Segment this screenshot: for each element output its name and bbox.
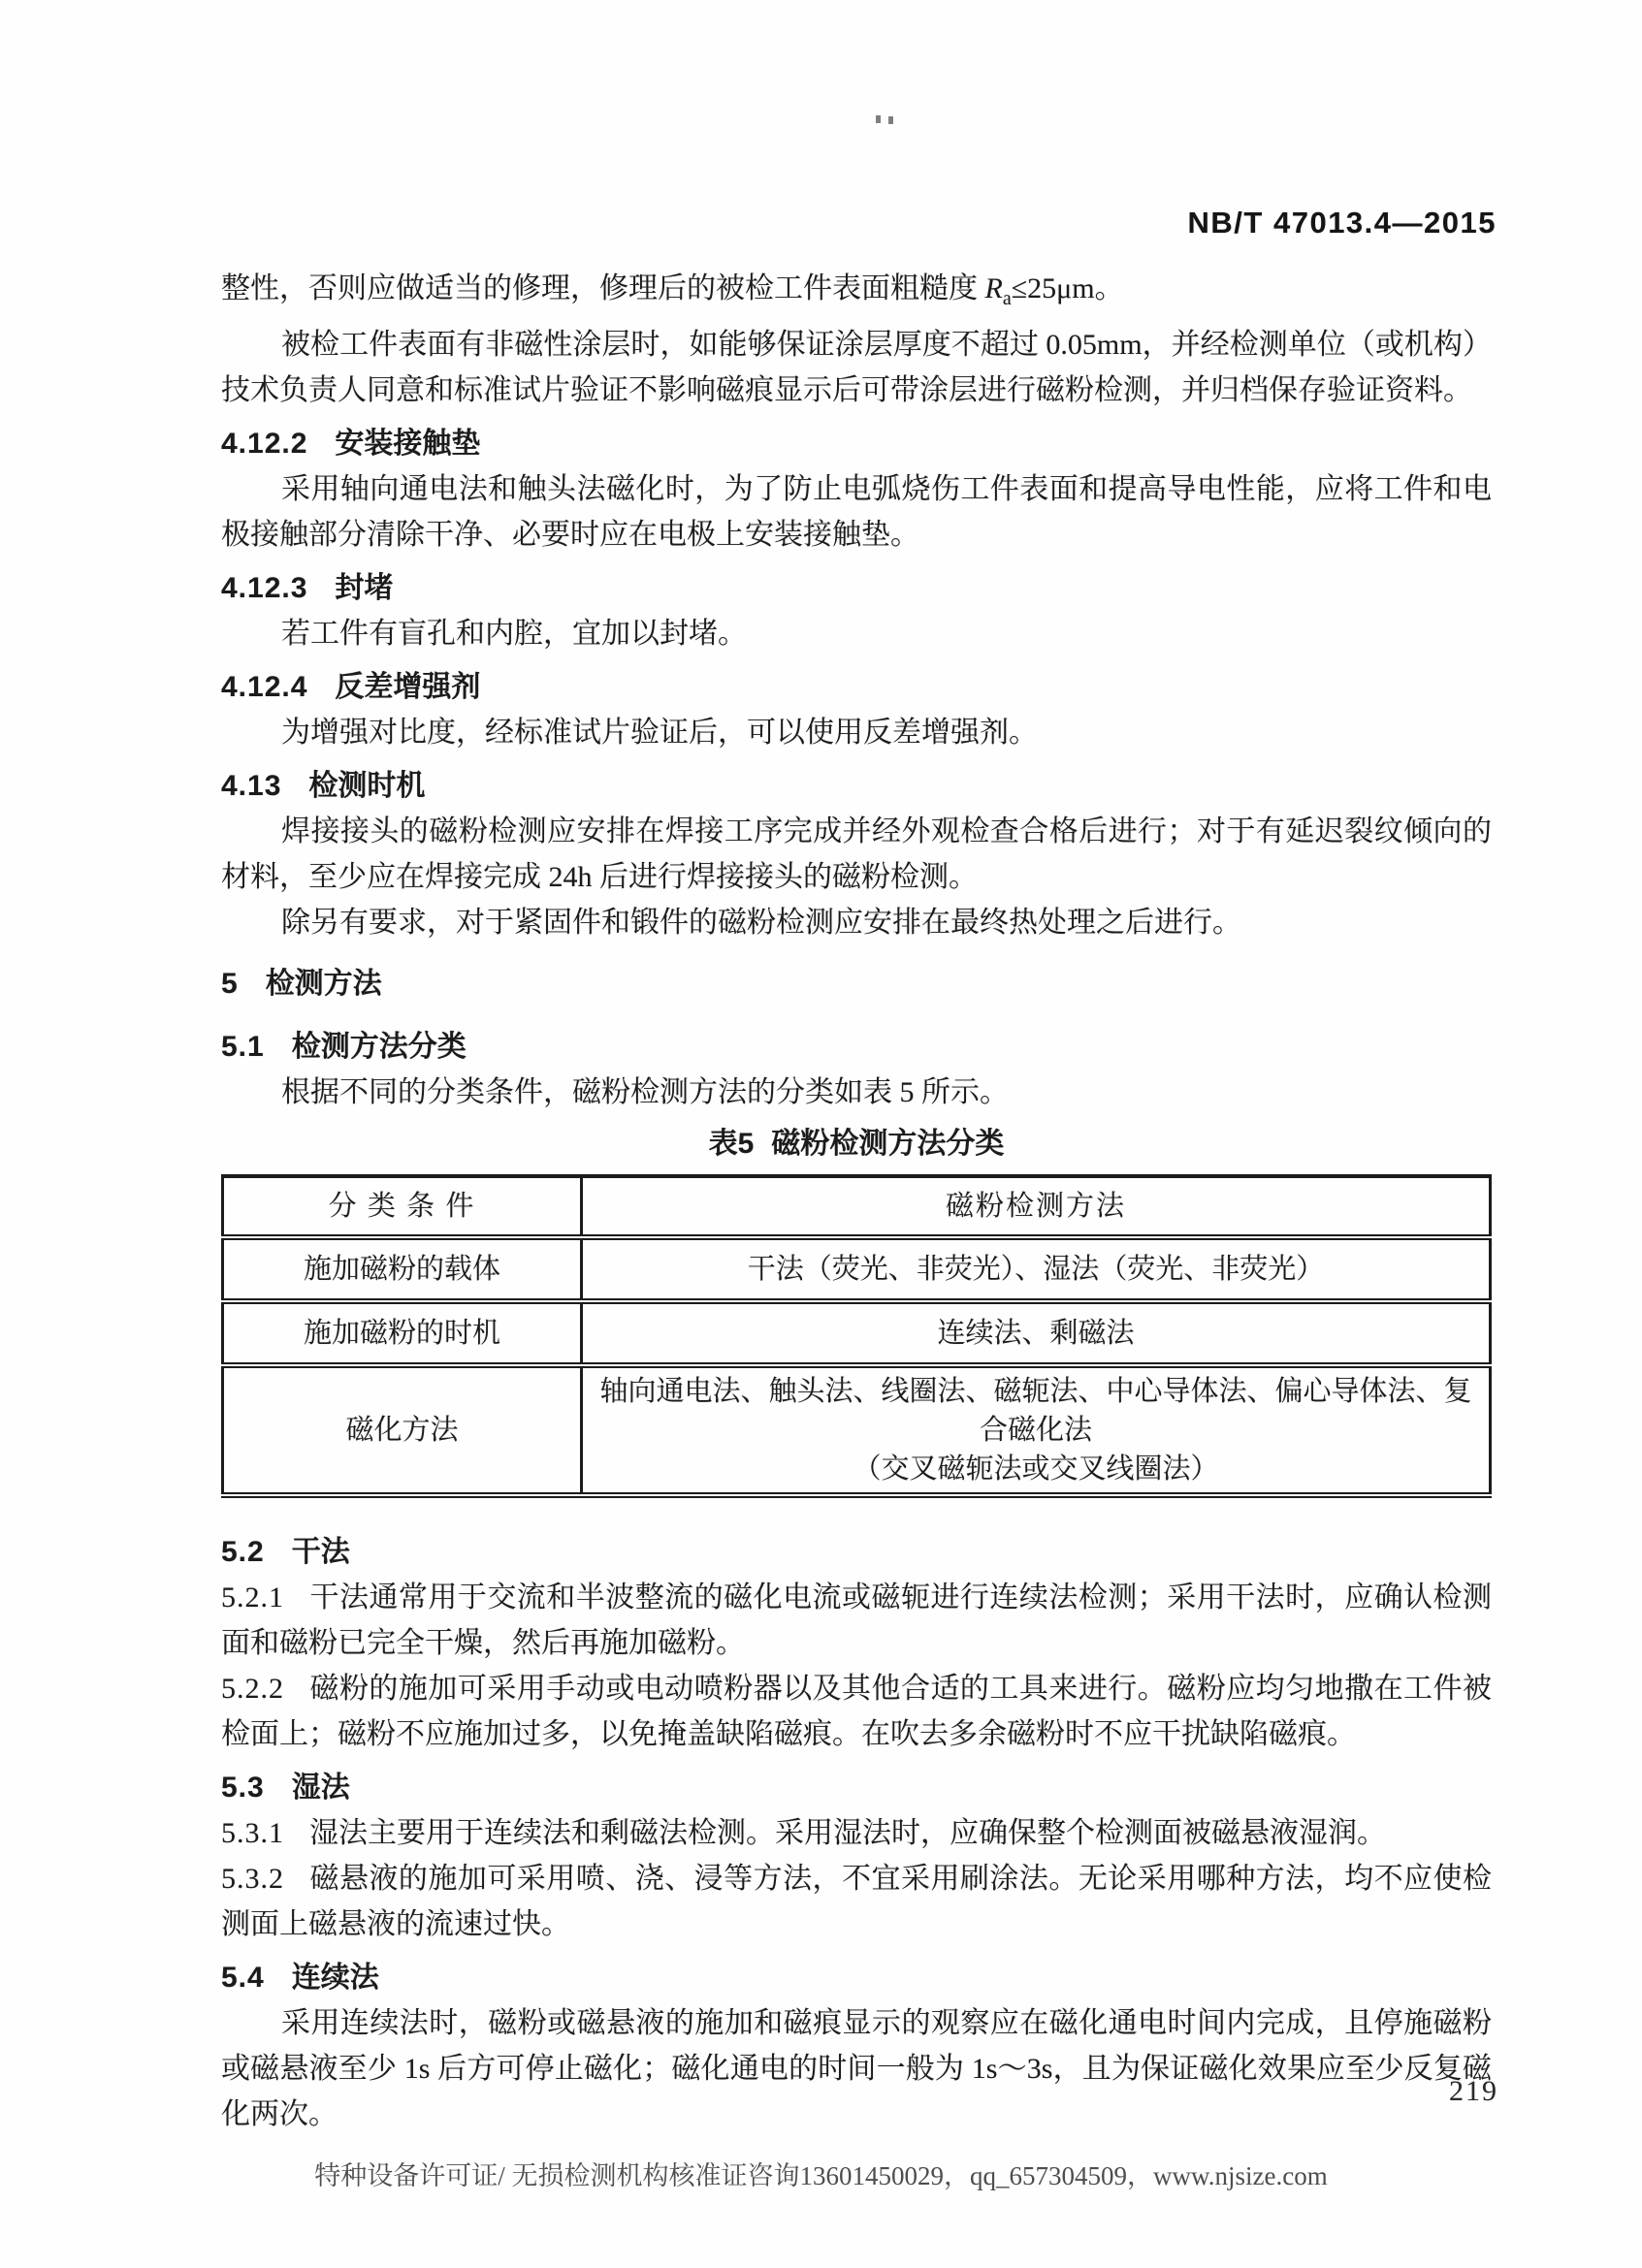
paragraph-5-4: 采用连续法时，磁粉或磁悬液的施加和磁痕显示的观察应在磁化通电时间内完成，且停施磁粉或磁悬液至少 1s 后方可停止磁化；磁化通电的时间一般为 1s～3s，且为保证磁化效果应至少反复磁化两次。 bbox=[221, 2007, 1492, 2130]
table-row bbox=[223, 1301, 1491, 1365]
heading-5-2 bbox=[221, 1529, 1492, 1575]
paragraph-surface-roughness bbox=[221, 266, 1492, 322]
table5-caption bbox=[221, 1121, 1492, 1166]
heading-4-12-3 bbox=[221, 565, 1492, 611]
paragraph-4-12-2: 采用轴向通电法和触头法磁化时，为了防止电弧烧伤工件表面和提高导电性能，应将工件和电极接触部分清除干净、必要时应在电极上安装接触垫。 bbox=[221, 473, 1492, 551]
paragraph-text: 整性，否则应做适当的修理，修理后的被检工件表面粗糙度 bbox=[221, 272, 985, 304]
paragraph-5-1: 根据不同的分类条件，磁粉检测方法的分类如表 5 所示。 bbox=[281, 1076, 1009, 1108]
heading-number: 4.13 bbox=[221, 770, 282, 802]
paragraph-4-13-b: 除另有要求，对于紧固件和锻件的磁粉检测应安排在最终热处理之后进行。 bbox=[281, 907, 1241, 939]
table5-cell-condition: 磁化方法 bbox=[345, 1415, 459, 1446]
heading-number: 5.2 bbox=[221, 1536, 265, 1568]
paragraph-5-3-2 bbox=[221, 1856, 1492, 1947]
heading-number: 5.3 bbox=[221, 1772, 265, 1804]
table5-classification-table bbox=[221, 1174, 1492, 1498]
table5-header-condition: 分 类 条 件 bbox=[328, 1191, 476, 1222]
heading-title: 反差增强剂 bbox=[335, 671, 481, 703]
standard-number-header: NB/T 47013.4—2015 bbox=[1187, 206, 1497, 240]
heading-number: 4.12.4 bbox=[221, 671, 308, 703]
table5-header-row bbox=[223, 1176, 1491, 1237]
heading-title: 检测时机 bbox=[308, 770, 426, 802]
heading-5-3 bbox=[221, 1765, 1492, 1810]
table5-cell-condition: 施加磁粉的时机 bbox=[303, 1318, 500, 1349]
heading-title: 连续法 bbox=[291, 1962, 379, 1994]
paragraph-4-13-a: 焊接接头的磁粉检测应安排在焊接工序完成并经外观检查合格后进行；对于有延迟裂纹倾向的材料，至少应在焊接完成 24h 后进行焊接接头的磁粉检测。 bbox=[221, 815, 1492, 893]
scan-smudge-mark bbox=[876, 115, 881, 123]
heading-number: 5 bbox=[221, 968, 239, 1000]
clause-text: 磁粉的施加可采用手动或电动喷粉器以及其他合适的工具来进行。磁粉应均匀地撒在工件被检面上；磁粉不应施加过多，以免掩盖缺陷磁痕。在吹去多余磁粉时不应干扰缺陷磁痕。 bbox=[221, 1673, 1492, 1750]
heading-title: 检测方法分类 bbox=[291, 1031, 467, 1063]
table5-cell-condition: 施加磁粉的载体 bbox=[303, 1254, 500, 1285]
paragraph-5-2-2 bbox=[221, 1666, 1492, 1757]
heading-5-1 bbox=[221, 1024, 1492, 1070]
heading-number: 4.12.3 bbox=[221, 572, 308, 604]
heading-title: 湿法 bbox=[291, 1772, 350, 1804]
clause-text: 干法通常用于交流和半波整流的磁化电流或磁轭进行连续法检测；采用干法时，应确认检测面和磁粉已完全干燥，然后再施加磁粉。 bbox=[221, 1581, 1492, 1659]
paragraph-text: ≤25μm。 bbox=[1011, 272, 1124, 304]
clause-text: 湿法主要用于连续法和剩磁法检测。采用湿法时，应确保整个检测面被磁悬液湿润。 bbox=[309, 1817, 1386, 1849]
heading-chapter-5 bbox=[221, 961, 1492, 1006]
paragraph-5-2-1 bbox=[221, 1575, 1492, 1666]
clause-number: 5.2.1 bbox=[221, 1581, 284, 1613]
paragraph-4-12-3: 若工件有盲孔和内腔，宜加以封堵。 bbox=[281, 618, 747, 650]
clause-text: 磁悬液的施加可采用喷、浇、浸等方法，不宜采用刷涂法。无论采用哪种方法，均不应使检测面上磁悬液的流速过快。 bbox=[221, 1863, 1492, 1940]
heading-number: 4.12.2 bbox=[221, 428, 308, 460]
table5-cell-methods bbox=[582, 1365, 1491, 1495]
paragraph-4-12-4: 为增强对比度，经标准试片验证后，可以使用反差增强剂。 bbox=[281, 717, 1038, 749]
document-body bbox=[221, 266, 1492, 2137]
footer-watermark: 特种设备许可证/ 无损检测机构核准证咨询13601450029，qq_657304509，www.njsize.com bbox=[314, 2161, 1328, 2190]
table5-cell-methods: 连续法、剩磁法 bbox=[582, 1301, 1491, 1365]
variable-Ra-subscript: a bbox=[1002, 288, 1012, 309]
clause-number: 5.3.1 bbox=[221, 1817, 284, 1849]
table-row bbox=[223, 1365, 1491, 1495]
table5-methods-line1: 轴向通电法、触头法、线圈法、磁轭法、中心导体法、偏心导体法、复合磁化法 bbox=[599, 1376, 1472, 1446]
heading-title: 干法 bbox=[291, 1536, 350, 1568]
clause-number: 5.3.2 bbox=[221, 1863, 284, 1895]
paragraph-5-3-1 bbox=[221, 1810, 1492, 1856]
table5-methods-line2: （交叉磁轭法或交叉线圈法） bbox=[853, 1453, 1219, 1485]
table-row bbox=[223, 1237, 1491, 1301]
table5-caption-label: 表5 bbox=[708, 1128, 755, 1160]
heading-title: 封堵 bbox=[335, 572, 394, 604]
heading-5-4 bbox=[221, 1955, 1492, 2000]
heading-title: 安装接触垫 bbox=[335, 428, 481, 460]
heading-4-12-4 bbox=[221, 664, 1492, 710]
page-number: 219 bbox=[1449, 2075, 1498, 2107]
table5-caption-title: 磁粉检测方法分类 bbox=[771, 1128, 1005, 1160]
heading-number: 5.4 bbox=[221, 1962, 265, 1994]
heading-title: 检测方法 bbox=[265, 968, 382, 1000]
heading-number: 5.1 bbox=[221, 1031, 265, 1063]
variable-Ra: R bbox=[984, 272, 1003, 304]
paragraph-coating: 被检工件表面有非磁性涂层时，如能够保证涂层厚度不超过 0.05mm，并经检测单位（或机构）技术负责人同意和标准试片验证不影响磁痕显示后可带涂层进行磁粉检测，并归档保存验证资料。 bbox=[221, 329, 1492, 406]
table5-header-methods: 磁粉检测方法 bbox=[582, 1176, 1491, 1237]
heading-4-12-2 bbox=[221, 421, 1492, 466]
table5-cell-methods: 干法（荧光、非荧光）、湿法（荧光、非荧光） bbox=[582, 1237, 1491, 1301]
clause-number: 5.2.2 bbox=[221, 1673, 284, 1705]
heading-4-13 bbox=[221, 763, 1492, 809]
